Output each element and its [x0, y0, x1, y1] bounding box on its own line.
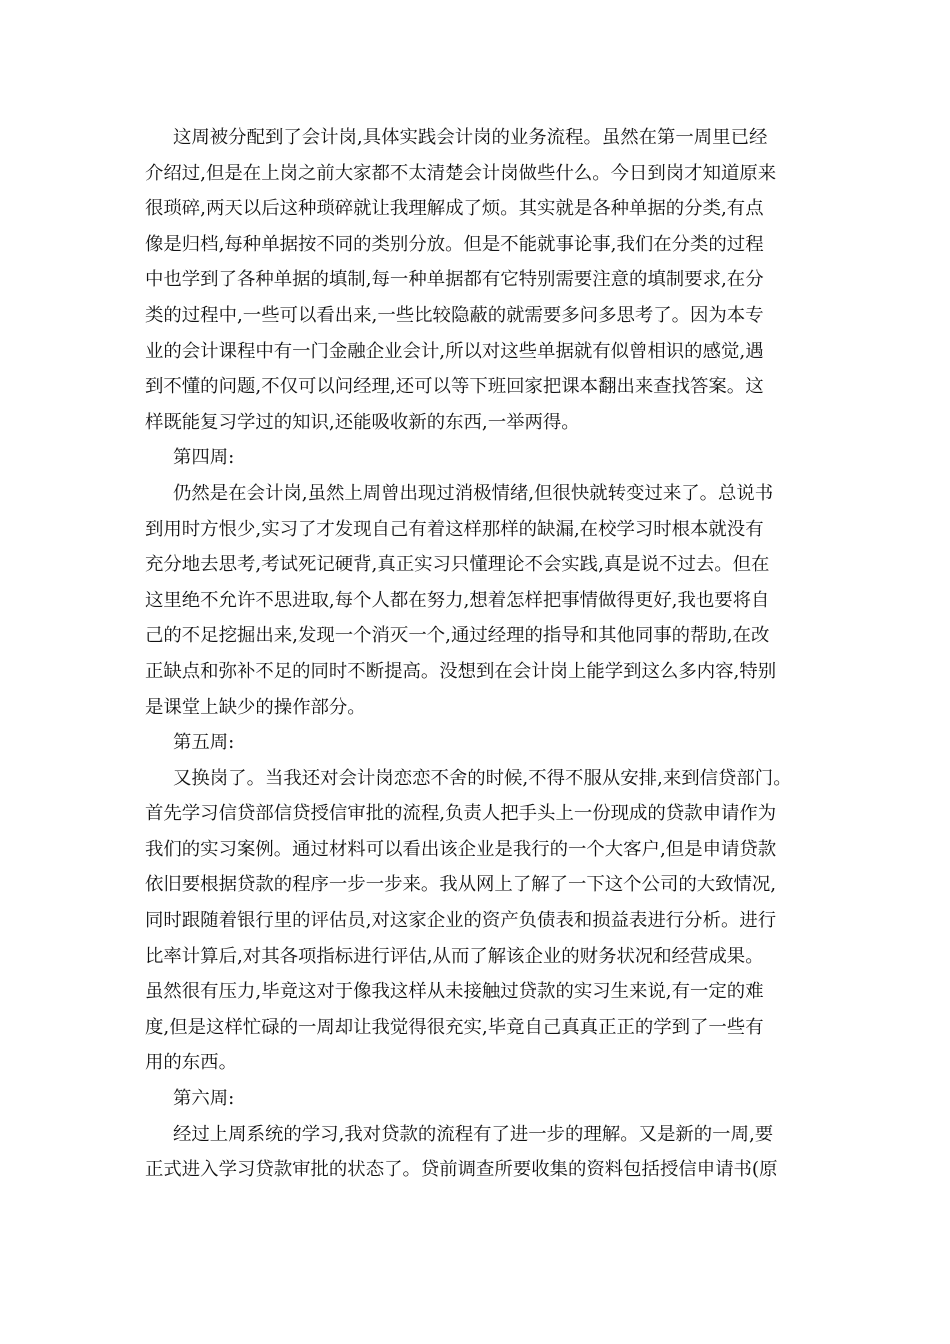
text-line: 像是归档,每种单据按不同的类别分放。但是不能就事论事,我们在分类的过程 — [145, 233, 764, 255]
text-line: 中也学到了各种单据的填制,每一种单据都有它特别需要注意的填制要求,在分 — [145, 269, 764, 291]
text-line: 到不懂的问题,不仅可以问经理,还可以等下班回家把课本翻出来查找答案。这 — [145, 376, 764, 398]
text-line: 度,但是这样忙碌的一周却让我觉得很充实,毕竟自己真真正正的学到了一些有 — [145, 1016, 764, 1038]
text-line: 经过上周系统的学习,我对贷款的流程有了进一步的理解。又是新的一周,要 — [173, 1123, 774, 1145]
text-line: 我们的实习案例。通过材料可以看出该企业是我行的一个大客户,但是申请贷款 — [145, 838, 777, 860]
text-line: 用的东西。 — [145, 1052, 237, 1074]
text-line: 这里绝不允许不思进取,每个人都在努力,想着怎样把事情做得更好,我也要将自 — [145, 589, 770, 611]
text-line: 业的会计课程中有一门金融企业会计,所以对这些单据就有似曾相识的感觉,遇 — [145, 340, 764, 362]
text-line: 介绍过,但是在上岗之前大家都不太清楚会计岗做些什么。今日到岗才知道原来 — [145, 162, 777, 184]
text-line: 充分地去思考,考试死记硬背,真正实习只懂理论不会实践,真是说不过去。但在 — [145, 554, 770, 576]
text-line: 又换岗了。当我还对会计岗恋恋不舍的时候,不得不服从安排,来到信贷部门。 — [173, 767, 792, 789]
text-line: 到用时方恨少,实习了才发现自己有着这样那样的缺漏,在校学习时根本就没有 — [145, 518, 764, 540]
text-line: 正式进入学习贷款审批的状态了。贷前调查所要收集的资料包括授信申请书(原 — [145, 1159, 778, 1181]
text-line: 很琐碎,两天以后这种琐碎就让我理解成了烦。其实就是各种单据的分类,有点 — [145, 198, 764, 220]
document-body — [145, 120, 815, 1188]
text-line: 第六周: — [173, 1088, 235, 1110]
text-line: 依旧要根据贷款的程序一步一步来。我从网上了解了一下这个公司的大致情况, — [145, 874, 777, 896]
text-line: 正缺点和弥补不足的同时不断提高。没想到在会计岗上能学到这么多内容,特别 — [145, 660, 777, 682]
text-line: 样既能复习学过的知识,还能吸收新的东西,一举两得。 — [145, 411, 580, 433]
text-line: 这周被分配到了会计岗,具体实践会计岗的业务流程。虽然在第一周里已经 — [173, 127, 768, 148]
text-line: 第五周: — [173, 732, 235, 754]
text-line: 虽然很有压力,毕竟这对于像我这样从未接触过贷款的实习生来说,有一定的难 — [145, 981, 764, 1003]
text-line: 是课堂上缺少的操作部分。 — [145, 696, 366, 718]
text-line: 比率计算后,对其各项指标进行评估,从而了解该企业的财务状况和经营成果。 — [145, 945, 764, 967]
text-line: 第四周: — [173, 447, 235, 469]
text-line: 首先学习信贷部信贷授信审批的流程,负责人把手头上一份现成的贷款申请作为 — [145, 803, 777, 825]
text-line: 类的过程中,一些可以看出来,一些比较隐蔽的就需要多问多思考了。因为本专 — [145, 304, 764, 326]
text-line: 仍然是在会计岗,虽然上周曾出现过消极情绪,但很快就转变过来了。总说书 — [173, 482, 774, 504]
text-line: 同时跟随着银行里的评估员,对这家企业的资产负债表和损益表进行分析。进行 — [145, 910, 777, 932]
text-line: 己的不足挖掘出来,发现一个消灭一个,通过经理的指导和其他同事的帮助,在改 — [145, 625, 770, 647]
